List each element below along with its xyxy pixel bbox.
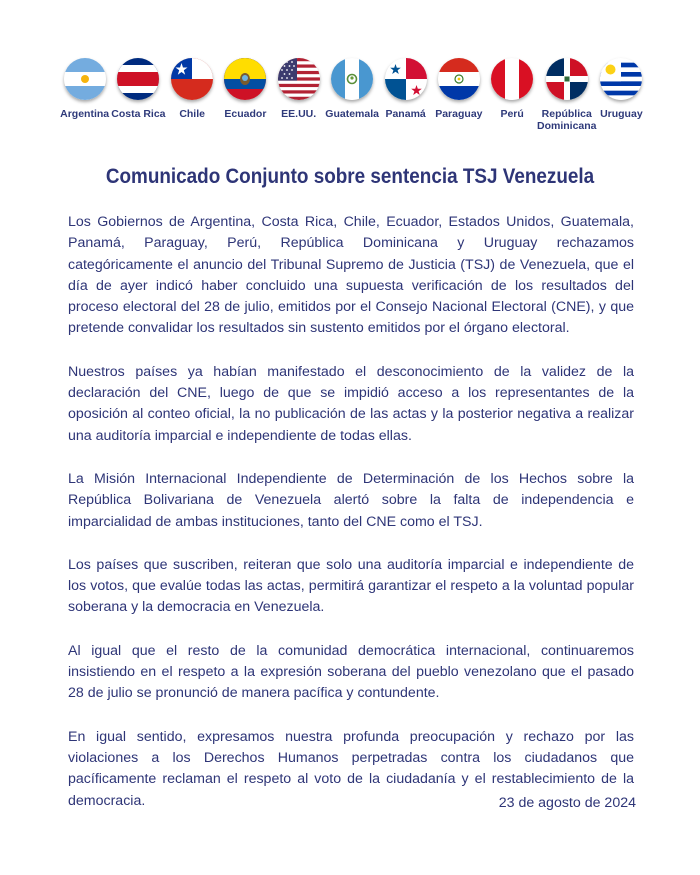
- peru-flag-icon: [491, 58, 533, 100]
- country-flags-row: [58, 58, 648, 132]
- statement-date: 23 de agosto de 2024: [498, 795, 636, 811]
- flag-item-peru: [485, 58, 538, 132]
- paragraph: En igual sentido, expresamos nuestra profunda preocupación y rechazo por las violaciones a los Derechos Humanos perpetradas contra los ciudadanos que pacíficamente reclaman el respeto al voto de la ciudadanía y el restablecimiento de la democracia.: [68, 728, 634, 809]
- statement-body: [68, 212, 634, 834]
- guatemala-flag-icon: [331, 58, 373, 100]
- flag-item-dominican-republic: [536, 58, 597, 132]
- flag-item-paraguay: [432, 58, 485, 132]
- paragraph: Al igual que el resto de la comunidad democrática internacional, continuaremos insistiendo en el respeto a la expresión soberana del pueblo venezolano que el pasado 28 de julio se pronunció de manera pacífica y contundente.: [68, 642, 634, 702]
- paragraph: Los Gobiernos de Argentina, Costa Rica, Chile, Ecuador, Estados Unidos, Guatemala, Panamá, Paraguay, Perú, República Dominicana y Uruguay rechazamos categóricamente el anuncio del Tribunal Supremo de Justicia (TSJ) de Venezuela, que el día de ayer indicó haber concluido una supuesta verificación de los resultados del proceso electoral del 28 de julio, emitidos por el Consejo Nacional Electoral (CNE), y que pretende convalidar los resultados sin sustento emitidos por el órgano electoral.: [68, 214, 634, 337]
- flag-label: Guatemala: [325, 108, 379, 120]
- uruguay-flag-icon: [600, 58, 642, 100]
- page-title: Comunicado Conjunto sobre sentencia TSJ Venezuela: [105, 165, 595, 188]
- flag-label: Argentina: [60, 108, 110, 120]
- flag-item-usa: [272, 58, 325, 132]
- flag-label: Perú: [500, 108, 524, 120]
- argentina-flag-icon: [64, 58, 106, 100]
- flag-label: Uruguay: [600, 108, 643, 120]
- flag-item-ecuador: [219, 58, 272, 132]
- paraguay-flag-icon: [438, 58, 480, 100]
- flag-item-guatemala: [325, 58, 379, 132]
- flag-item-panama: [379, 58, 432, 132]
- usa-flag-icon: [278, 58, 320, 100]
- flag-label: EE.UU.: [281, 108, 317, 120]
- ecuador-flag-icon: [224, 58, 266, 100]
- flag-item-chile: [166, 58, 219, 132]
- dominican-republic-flag-icon: [546, 58, 588, 100]
- paragraph: Los países que suscriben, reiteran que solo una auditoría imparcial e independiente de los votos, que evalúe todas las actas, permitirá garantizar el respeto a la voluntad popular soberana y la democracia en Venezuela.: [68, 556, 634, 616]
- flag-label-line: Dominicana: [536, 120, 597, 132]
- flag-label-line: República: [541, 108, 592, 120]
- flag-label: Chile: [179, 108, 205, 120]
- flag-item-costa-rica: [111, 58, 165, 132]
- flag-item-argentina: [58, 58, 111, 132]
- flag-label: [537, 108, 597, 132]
- flag-label: Paraguay: [435, 108, 483, 120]
- flag-label: Panamá: [385, 108, 426, 120]
- chile-flag-icon: [171, 58, 213, 100]
- paragraph: Nuestros países ya habían manifestado el desconocimiento de la validez de la declaración del CNE, luego de que se impidió acceso a los representantes de la oposición al conteo oficial, la no publicación de las actas y la posterior negativa a realizar una auditoría imparcial e independiente de todas ellas.: [68, 363, 634, 444]
- flag-label: Costa Rica: [111, 108, 166, 120]
- flag-label: Ecuador: [224, 108, 267, 120]
- flag-item-uruguay: [595, 58, 648, 132]
- costa-rica-flag-icon: [117, 58, 159, 100]
- panama-flag-icon: [385, 58, 427, 100]
- paragraph: La Misión Internacional Independiente de Determinación de los Hechos sobre la República Bolivariana de Venezuela alertó sobre la falta de independencia e imparcialidad de ambas instituciones, tanto del CNE como el TSJ.: [68, 470, 634, 530]
